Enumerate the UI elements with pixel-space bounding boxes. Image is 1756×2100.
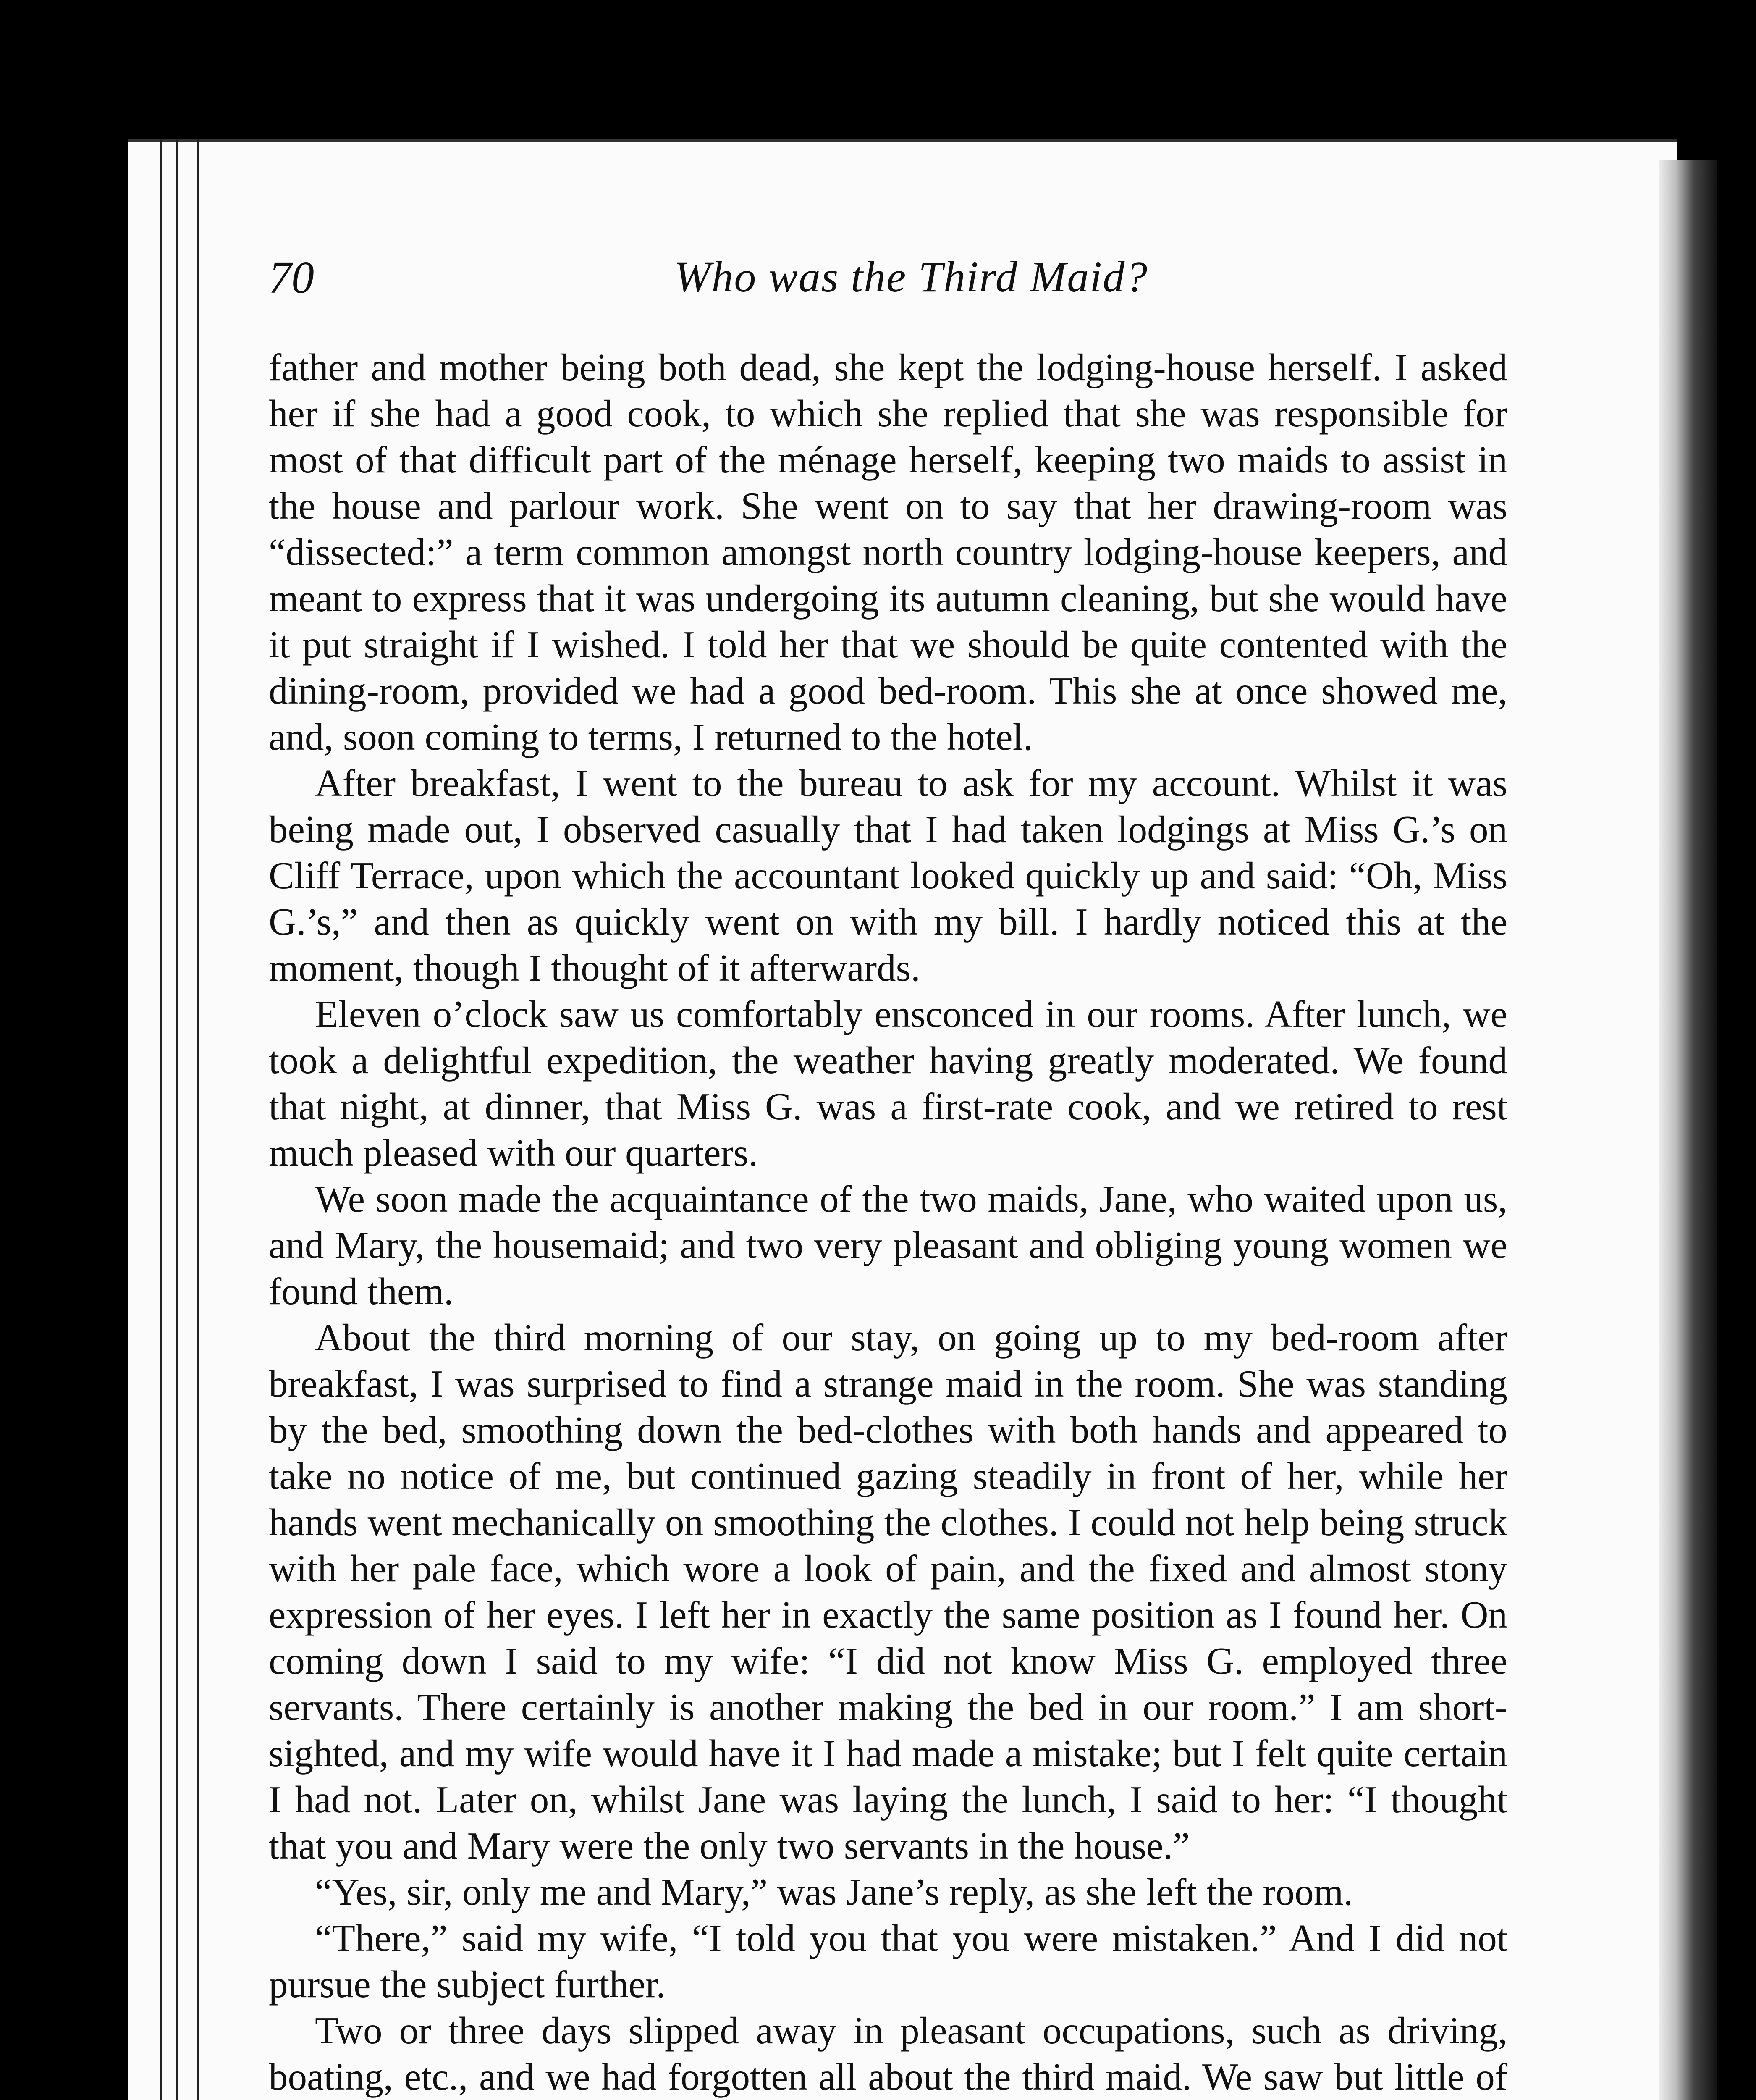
- paragraph: father and mother being both dead, she kept the lodging-house herself. I asked her if she had a good cook, to which she replied that she was responsible for most of that difficult part of the ménage herself, keeping two maids to assist in the house and parlour work. She went on to say that her drawing-room was “dissected:” a term common amongst north country lodging-house keepers, and meant to express that it was undergoing its autumn cleaning, but she would have it put straight if I wished. I told her that we should be quite contented with the dining-room, provided we had a good bed-room. This she at once showed me, and, soon coming to terms, I returned to the hotel.: [269, 346, 1507, 758]
- running-title: Who was the Third Maid?: [674, 253, 1148, 301]
- body-text: [269, 344, 1507, 2100]
- paragraph: About the third morning of our stay, on going up to my bed-room after breakfast, I was surprised to find a strange maid in the room. She was standing by the bed, smoothing down the bed-clothes with both hands and appeared to take no notice of me, but continued gazing steadily in front of her, while her hands went mechanically on smoothing the clothes. I could not help being struck with her pale face, which wore a look of pain, and the fixed and almost stony expression of her eyes. I left her in exactly the same position as I found her. On coming down I said to my wife: “I did not know Miss G. employed three servants. There certainly is another making the bed in our room.” I am short-sighted, and my wife would have it I had made a mistake; but I felt quite certain I had not. Later on, whilst Jane was laying the lunch, I said to her: “I thought that you and Mary were the only two servants in the house.”: [269, 1316, 1507, 1867]
- paragraph: “There,” said my wife, “I told you that you were mistaken.” And I did not pursue the subject further.: [269, 1917, 1507, 2006]
- page-edge-line: [176, 139, 178, 2100]
- paragraph: After breakfast, I went to the bureau to ask for my account. Whilst it was being made out, I observed casually that I had taken lodgings at Miss G.’s on Cliff Terrace, upon which the accountant looked quickly up and said: “Oh, Miss G.’s,” and then as quickly went on with my bill. I hardly noticed this at the moment, though I thought of it afterwards.: [269, 762, 1507, 989]
- paragraph: “Yes, sir, only me and Mary,” was Jane’s reply, as she left the room.: [315, 1871, 1353, 1913]
- paragraph: We soon made the acquaintance of the two maids, Jane, who waited upon us, and Mary, the housemaid; and two very pleasant and obliging young women we found them.: [269, 1178, 1507, 1312]
- page-edge-line: [160, 139, 162, 2100]
- book-spine-shadow: [1659, 160, 1717, 2100]
- paragraph: Eleven o’clock saw us comfortably ensconced in our rooms. After lunch, we took a delightful expedition, the weather having greatly moderated. We found that night, at dinner, that Miss G. was a first-rate cook, and we retired to rest much pleased with our quarters.: [269, 993, 1507, 1174]
- page-number: 70: [269, 253, 314, 303]
- running-head: [269, 252, 1554, 311]
- page-edge-line: [197, 139, 199, 2100]
- paragraph: Two or three days slipped away in pleasant occupations, such as driving, boating, etc., and we had forgotten all about the third maid. We saw but little of: [269, 2009, 1507, 2098]
